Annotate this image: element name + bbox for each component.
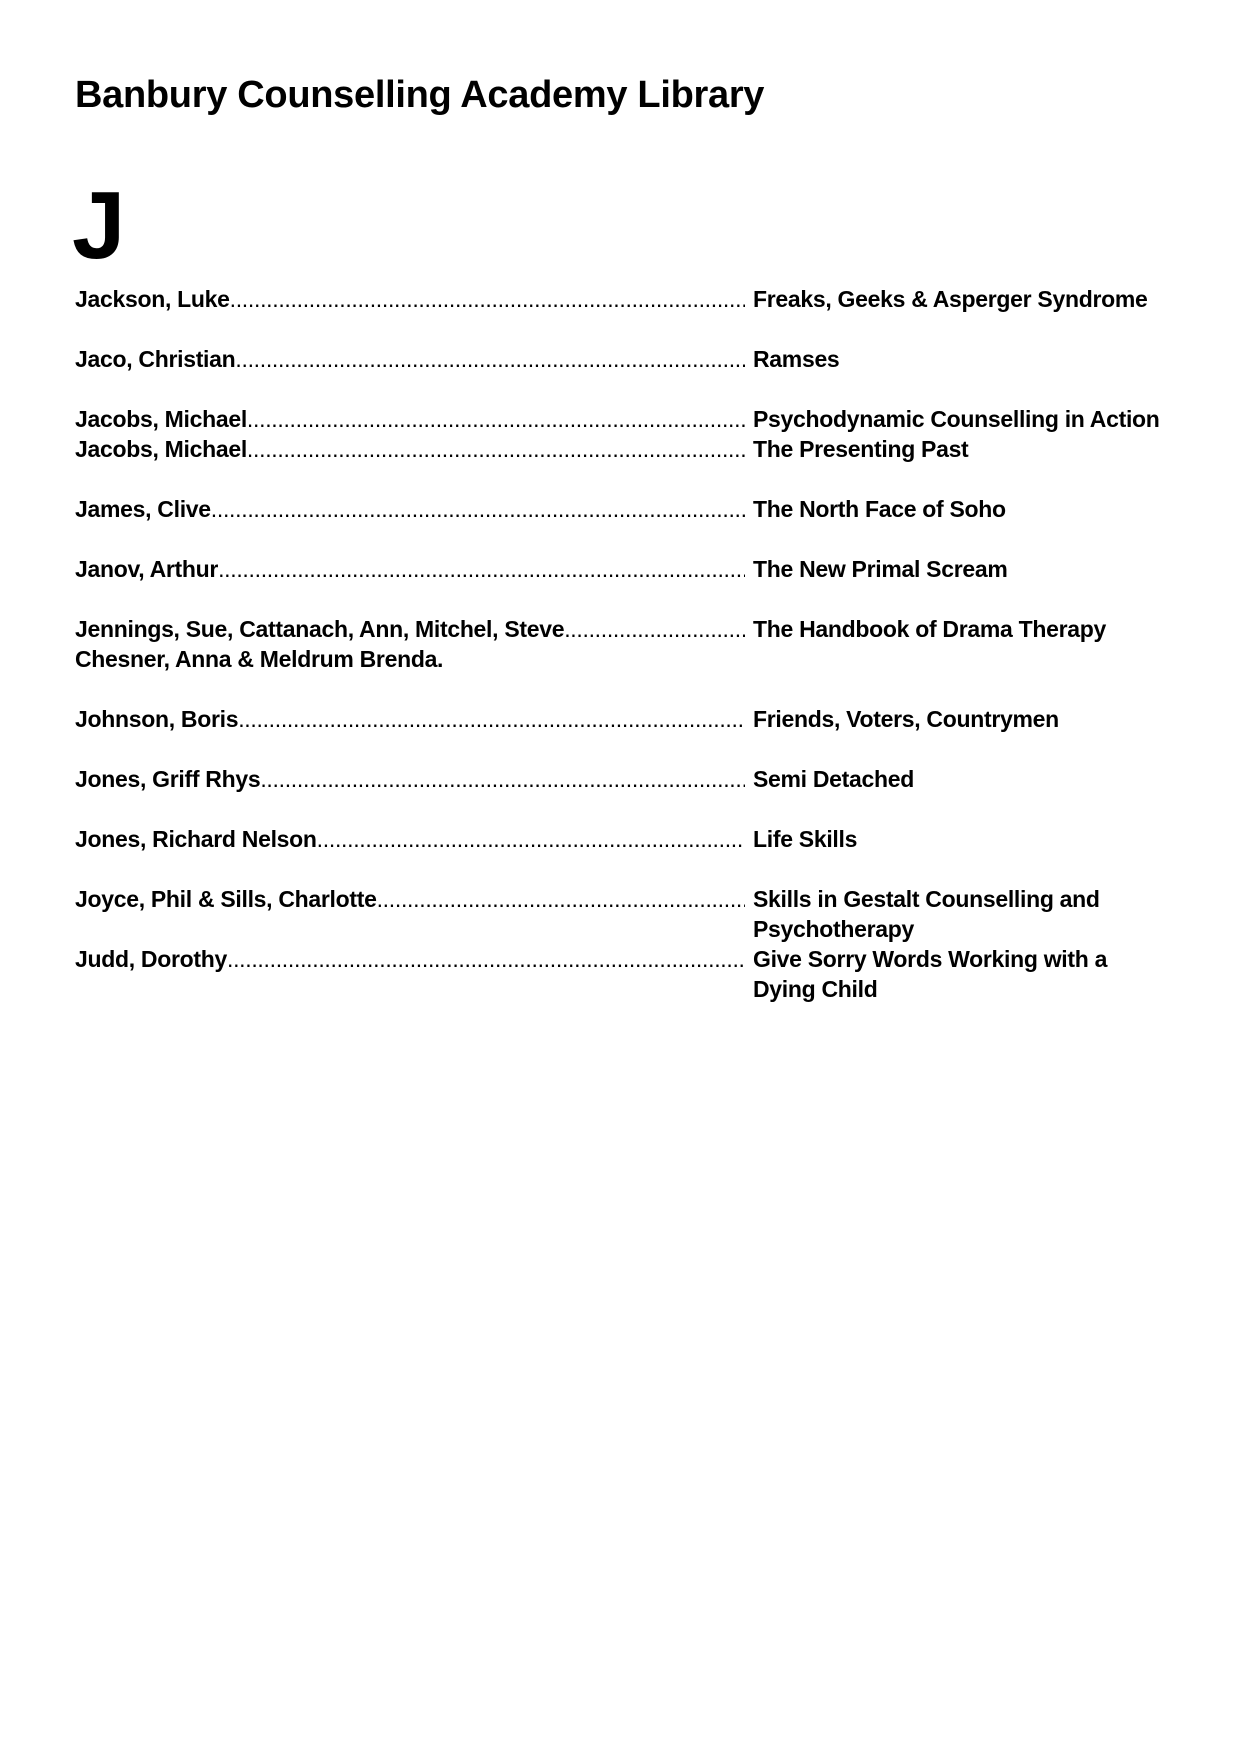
author-name: James, Clive bbox=[75, 496, 211, 522]
author-name-continued: Chesner, Anna & Meldrum Brenda. bbox=[75, 646, 444, 672]
page-title: Banbury Counselling Academy Library bbox=[75, 74, 765, 116]
author-name: Jaco, Christian bbox=[75, 346, 236, 372]
dot-leader bbox=[230, 284, 745, 314]
author-name: Jacobs, Michael bbox=[75, 436, 247, 462]
list-item bbox=[75, 884, 1175, 944]
book-title: The North Face of Soho bbox=[753, 496, 1006, 522]
list-item bbox=[75, 284, 1175, 314]
author-column bbox=[75, 404, 753, 434]
dot-leader bbox=[377, 884, 745, 914]
list-item bbox=[75, 764, 1175, 794]
library-entry-list bbox=[75, 284, 1175, 1004]
author-name: Jones, Griff Rhys bbox=[75, 766, 261, 792]
dot-leader bbox=[317, 824, 745, 854]
list-item bbox=[75, 404, 1175, 434]
author-column bbox=[75, 434, 753, 464]
dot-leader bbox=[247, 434, 745, 464]
dot-leader bbox=[238, 704, 745, 734]
list-item bbox=[75, 944, 1175, 1004]
author-name: Johnson, Boris bbox=[75, 706, 239, 732]
book-title: The New Primal Scream bbox=[753, 556, 1008, 582]
list-item bbox=[75, 614, 1175, 674]
book-title: Friends, Voters, Countrymen bbox=[753, 706, 1059, 732]
list-item bbox=[75, 434, 1175, 464]
book-title: Give Sorry Words Working with a Dying Child bbox=[753, 946, 1108, 1002]
book-title: Life Skills bbox=[753, 826, 858, 852]
dot-leader bbox=[260, 764, 745, 794]
list-item bbox=[75, 554, 1175, 584]
author-name: Janov, Arthur bbox=[75, 556, 219, 582]
list-item bbox=[75, 704, 1175, 734]
section-letter: J bbox=[72, 172, 126, 279]
dot-leader bbox=[235, 344, 745, 374]
dot-leader bbox=[247, 404, 745, 434]
list-item bbox=[75, 494, 1175, 524]
author-name: Joyce, Phil & Sills, Charlotte bbox=[75, 886, 377, 912]
author-column bbox=[75, 614, 753, 674]
list-item bbox=[75, 824, 1175, 854]
author-column bbox=[75, 554, 753, 584]
list-item bbox=[75, 344, 1175, 374]
book-title: The Presenting Past bbox=[753, 436, 969, 462]
author-column bbox=[75, 704, 753, 734]
author-name: Judd, Dorothy bbox=[75, 946, 227, 972]
book-title: Psychodynamic Counselling in Action bbox=[753, 406, 1160, 432]
book-title: Freaks, Geeks & Asperger Syndrome bbox=[753, 286, 1148, 312]
author-column bbox=[75, 284, 753, 314]
dot-leader bbox=[227, 944, 745, 974]
book-title: The Handbook of Drama Therapy bbox=[753, 616, 1106, 642]
author-column bbox=[75, 944, 753, 1004]
dot-leader bbox=[564, 614, 745, 644]
author-column bbox=[75, 884, 753, 944]
author-name: Jones, Richard Nelson bbox=[75, 826, 317, 852]
author-column bbox=[75, 824, 753, 854]
book-title: Semi Detached bbox=[753, 766, 914, 792]
author-name: Jacobs, Michael bbox=[75, 406, 247, 432]
author-column bbox=[75, 494, 753, 524]
dot-leader bbox=[218, 554, 745, 584]
author-column bbox=[75, 344, 753, 374]
dot-leader bbox=[211, 494, 745, 524]
book-title: Ramses bbox=[753, 346, 840, 372]
author-name: Jennings, Sue, Cattanach, Ann, Mitchel, Steve bbox=[75, 616, 565, 642]
author-column bbox=[75, 764, 753, 794]
author-name: Jackson, Luke bbox=[75, 286, 230, 312]
book-title: Skills in Gestalt Counselling and Psychotherapy bbox=[753, 886, 1100, 942]
